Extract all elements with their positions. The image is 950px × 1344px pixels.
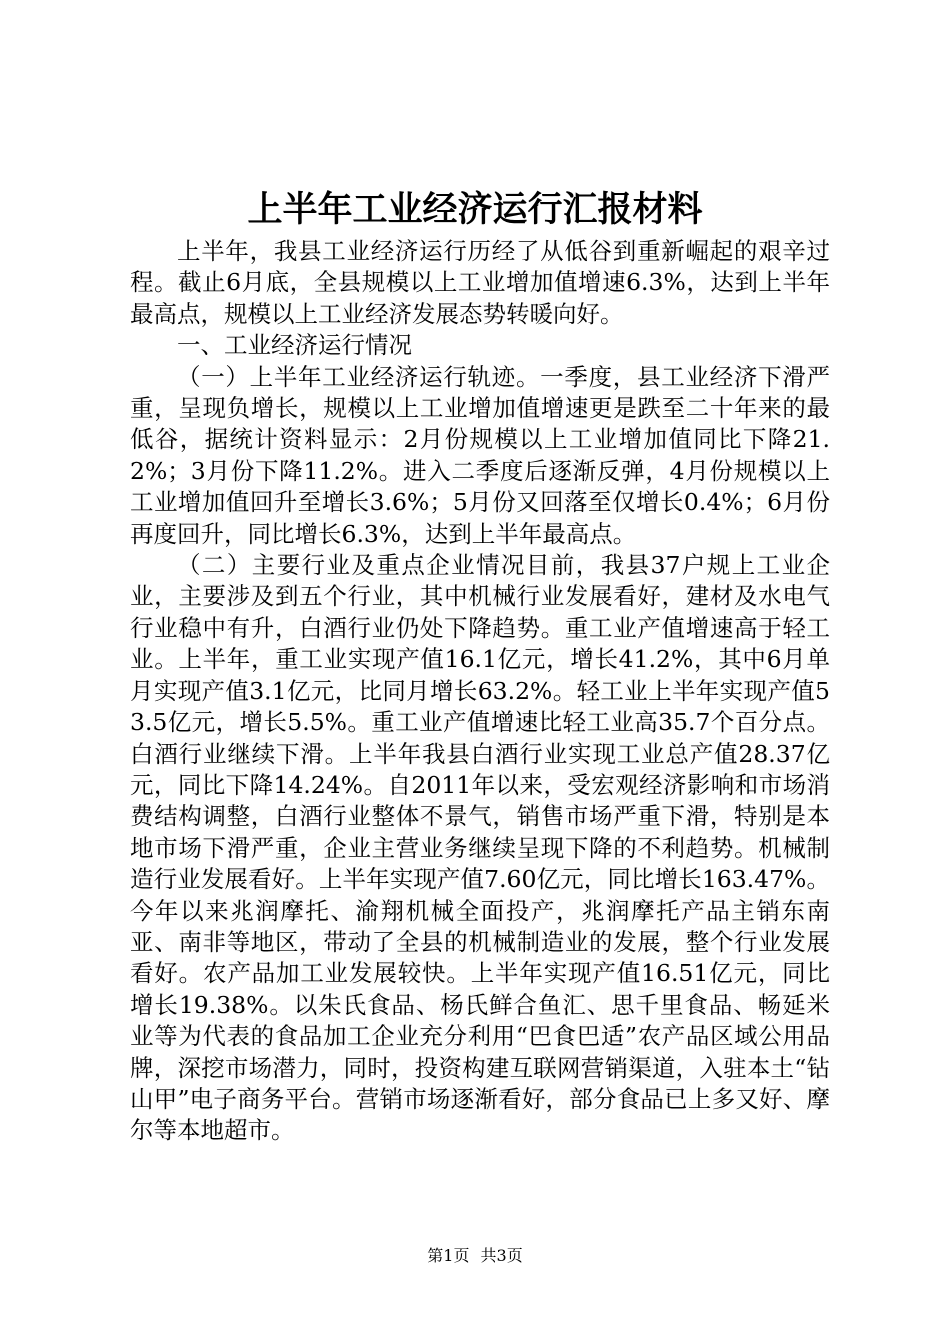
page-number-total: 共3页 [480,1246,523,1265]
page-number-current: 第1页 [427,1246,470,1265]
page-footer [0,1244,950,1268]
document-body [130,236,830,1147]
subsection-2-paragraph: （二）主要行业及重点企业情况目前，我县37户规上工业企业，主要涉及到五个行业，其中机械行业发展看好，建材及水电气行业稳中有升，白酒行业仍处下降趋势。重工业产值增速高于轻工业。上半年，重工业实现产值16.1亿元，增长41.2%，其中6月单月实现产值3.1亿元，比同月增长63.2%。轻工业上半年实现产值53.5亿元，增长5.5%。重工业产值增速比轻工业高35.7个百分点。白酒行业继续下滑。上半年我县白酒行业实现工业总产值28.37亿元，同比下降14.24%。自2011年以来，受宏观经济影响和市场消费结构调整，白酒行业整体不景气，销售市场严重下滑，特别是本地市场下滑严重，企业主营业务继续呈现下降的不利趋势。机械制造行业发展看好。上半年实现产值7.60亿元，同比增长163.47%。今年以来兆润摩托、渝翔机械全面投产，兆润摩托产品主销东南亚、南非等地区，带动了全县的机械制造业的发展，整个行业发展看好。农产品加工业发展较快。上半年实现产值16.51亿元，同比增长19.38%。以朱氏食品、杨氏鲜合鱼汇、思千里食品、畅延米业等为代表的食品加工企业充分利用“巴食巴适”农产品区域公用品牌，深挖市场潜力，同时，投资构建互联网营销渠道，入驻本土“钻山甲”电子商务平台。营销市场逐渐看好，部分食品已上多又好、摩尔等本地超市。 [130,551,830,1145]
intro-paragraph: 上半年，我县工业经济运行历经了从低谷到重新崛起的艰辛过程。截止6月底，全县规模以上工业增加值增速6.3%，达到上半年最高点，规模以上工业经济发展态势转暖向好。 [130,237,830,328]
subsection-1-paragraph: （一）上半年工业经济运行轨迹。一季度，县工业经济下滑严重，呈现负增长，规模以上工业增加值增速更是跌至二十年来的最低谷，据统计资料显示：2月份规模以上工业增加值同比下降21.2%；3月份下降11.2%。进入二季度后逐渐反弹，4月份规模以上工业增加值回升至增长3.6%；5月份又回落至仅增长0.4%；6月份再度回升，同比增长6.3%，达到上半年最高点。 [130,362,830,548]
section-heading: 一、工业经济运行情况 [177,331,412,360]
document-title: 上半年工业经济运行汇报材料 [247,190,703,230]
